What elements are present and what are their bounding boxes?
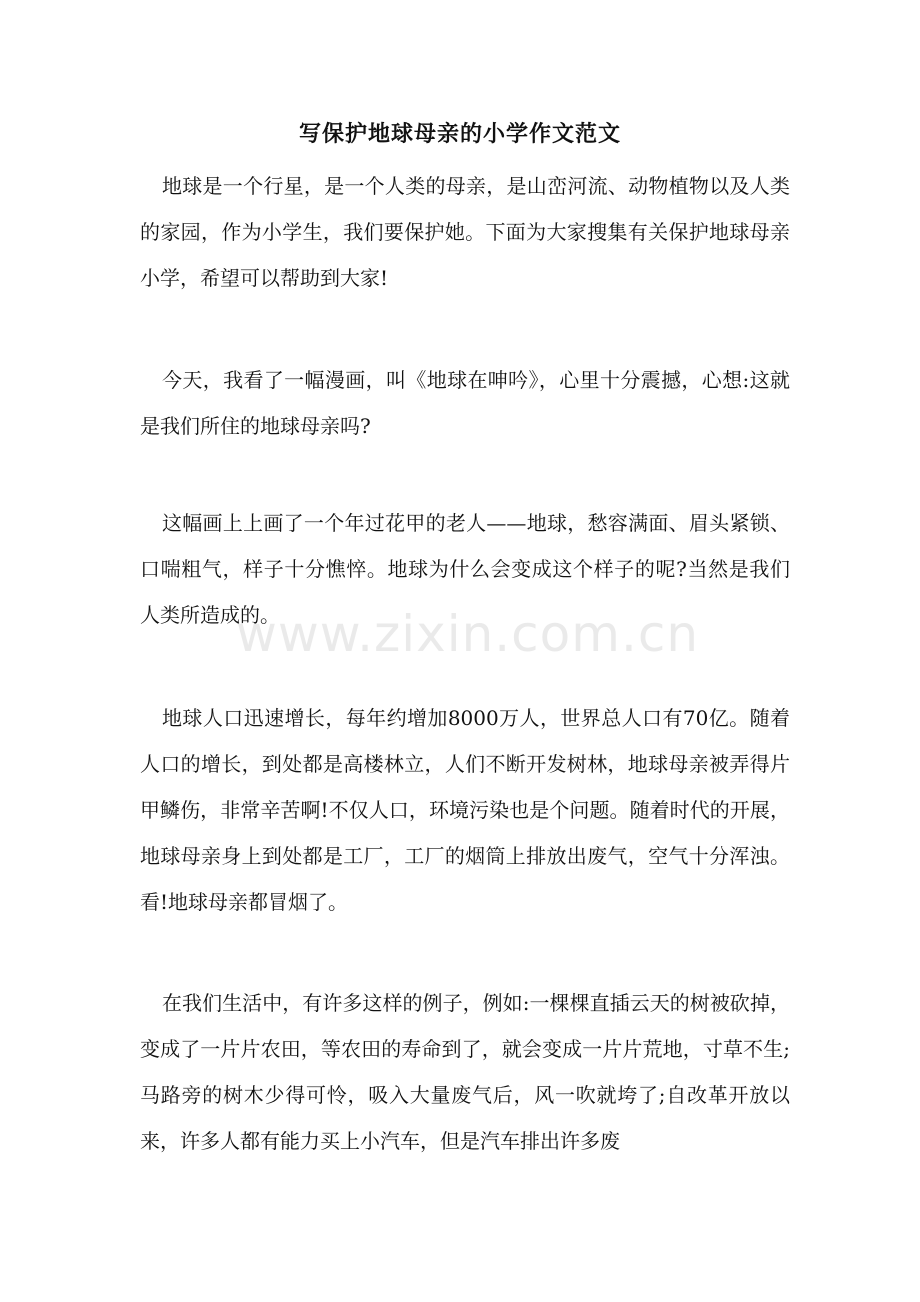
watermark-text: www.zixin.com.cn [236,605,700,663]
paragraph-3: 这幅画上上画了一个年过花甲的老人——地球，愁容满面、眉头紧锁、口喘粗气，样子十分憔悴。地球为什么会变成这个样子的呢?当然是我们人类所造成的。 [140,511,790,627]
document-title: 写保护地球母亲的小学作文范文 [298,121,621,147]
paragraph-2: 今天，我看了一幅漫画，叫《地球在呻吟》，心里十分震撼，心想:这就是我们所住的地球母亲吗? [140,368,790,438]
paragraph-5: 在我们生活中，有许多这样的例子，例如:一棵棵直插云天的树被砍掉，变成了一片片农田，等农田的寿命到了，就会变成一片片荒地，寸草不生;马路旁的树木少得可怜，吸入大量废气后，风一吹就垮了;自改革开放以来，许多人都有能力买上小汽车，但是汽车排出许多废 [140,991,790,1153]
paragraph-4: 地球人口迅速增长，每年约增加8000万人，世界总人口有70亿。随着人口的增长，到处都是高楼林立，人们不断开发树林，地球母亲被弄得片甲鳞伤，非常辛苦啊!不仅人口，环境污染也是个问题。随着时代的开展，地球母亲身上到处都是工厂，工厂的烟筒上排放出废气，空气十分浑浊。看!地球母亲都冒烟了。 [140,706,790,914]
paragraph-1: 地球是一个行星，是一个人类的母亲，是山峦河流、动物植物以及人类的家园，作为小学生，我们要保护她。下面为大家搜集有关保护地球母亲小学，希望可以帮助到大家! [140,174,790,290]
